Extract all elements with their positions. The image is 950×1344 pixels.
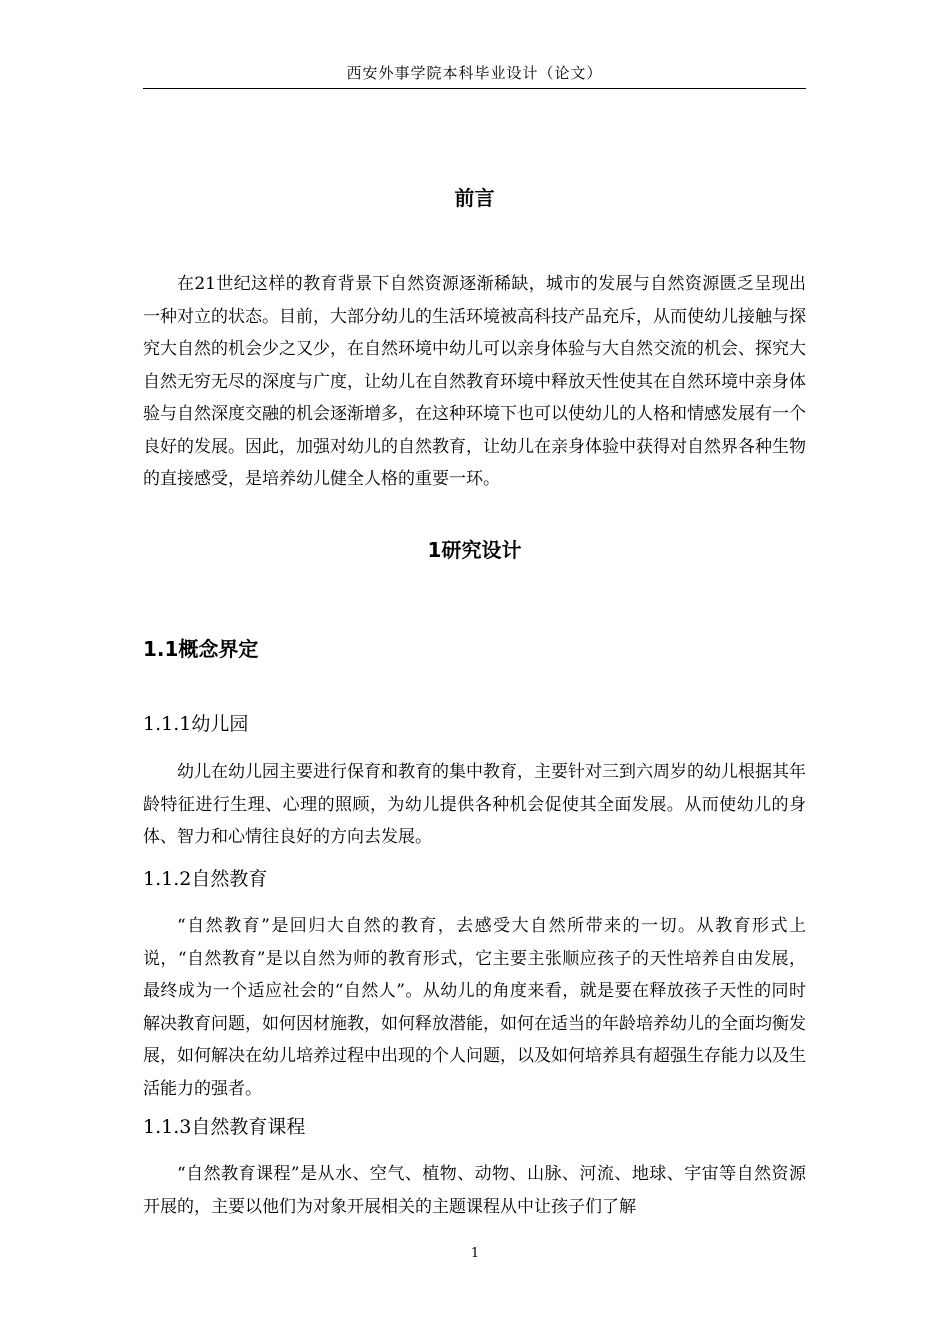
preface-paragraph: 在21世纪这样的教育背景下自然资源逐渐稀缺，城市的发展与自然资源匮乏呈现出一种对立的状态。目前，大部分幼儿的生活环境被高科技产品充斥，从而使幼儿接触与探究大自然的机会少之又少，在自然环境中幼儿可以亲身体验与大自然交流的机会、探究大自然无穷无尽的深度与广度，让幼儿在自然教育环境中释放天性使其在自然环境中亲身体验与自然深度交融的机会逐渐增多，在这种环境下也可以使幼儿的人格和情感发展有一个良好的发展。因此，加强对幼儿的自然教育，让幼儿在亲身体验中获得对自然界各种生物的直接感受，是培养幼儿健全人格的重要一环。 xyxy=(143,274,806,489)
page-number: 1 xyxy=(470,1246,480,1261)
subsection-1-1-2-paragraph: “自然教育”是回归大自然的教育，去感受大自然所带来的一切。从教育形式上说，“自然教育”是以自然为师的教育形式，它主要主张顺应孩子的天性培养自由发展，最终成为一个适应社会的“自然人”。从幼儿的角度来看，就是要在释放孩子天性的同时解决教育问题，如何因材施教，如何释放潜能，如何在适当的年龄培养幼儿的全面均衡发展，如何解决在幼儿培养过程中出现的个人问题，以及如何培养具有超强生存能力以及生活能力的强者。 xyxy=(143,916,806,1099)
subsection-1-1-2-heading: 1.1.2自然教育 xyxy=(143,868,268,890)
chapter-1-heading: 1研究设计 xyxy=(427,538,522,562)
subsection-1-1-3-heading: 1.1.3自然教育课程 xyxy=(143,1116,306,1138)
preface-heading: 前言 xyxy=(454,186,495,210)
subsection-1-1-3-paragraph: “自然教育课程”是从水、空气、植物、动物、山脉、河流、地球、宇宙等自然资源开展的，主要以他们为对象开展相关的主题课程从中让孩子们了解 xyxy=(143,1164,806,1217)
page-header: 西安外事学院本科毕业设计（论文） xyxy=(346,64,603,82)
subsection-1-1-1-heading: 1.1.1幼儿园 xyxy=(143,713,249,735)
subsection-1-1-1-paragraph: 幼儿在幼儿园主要进行保育和教育的集中教育，主要针对三到六周岁的幼儿根据其年龄特征进行生理、心理的照顾，为幼儿提供各种机会促使其全面发展。从而使幼儿的身体、智力和心情往良好的方向去发展。 xyxy=(143,762,806,847)
header-divider xyxy=(143,88,806,89)
section-1-1-heading: 1.1概念界定 xyxy=(143,637,259,661)
